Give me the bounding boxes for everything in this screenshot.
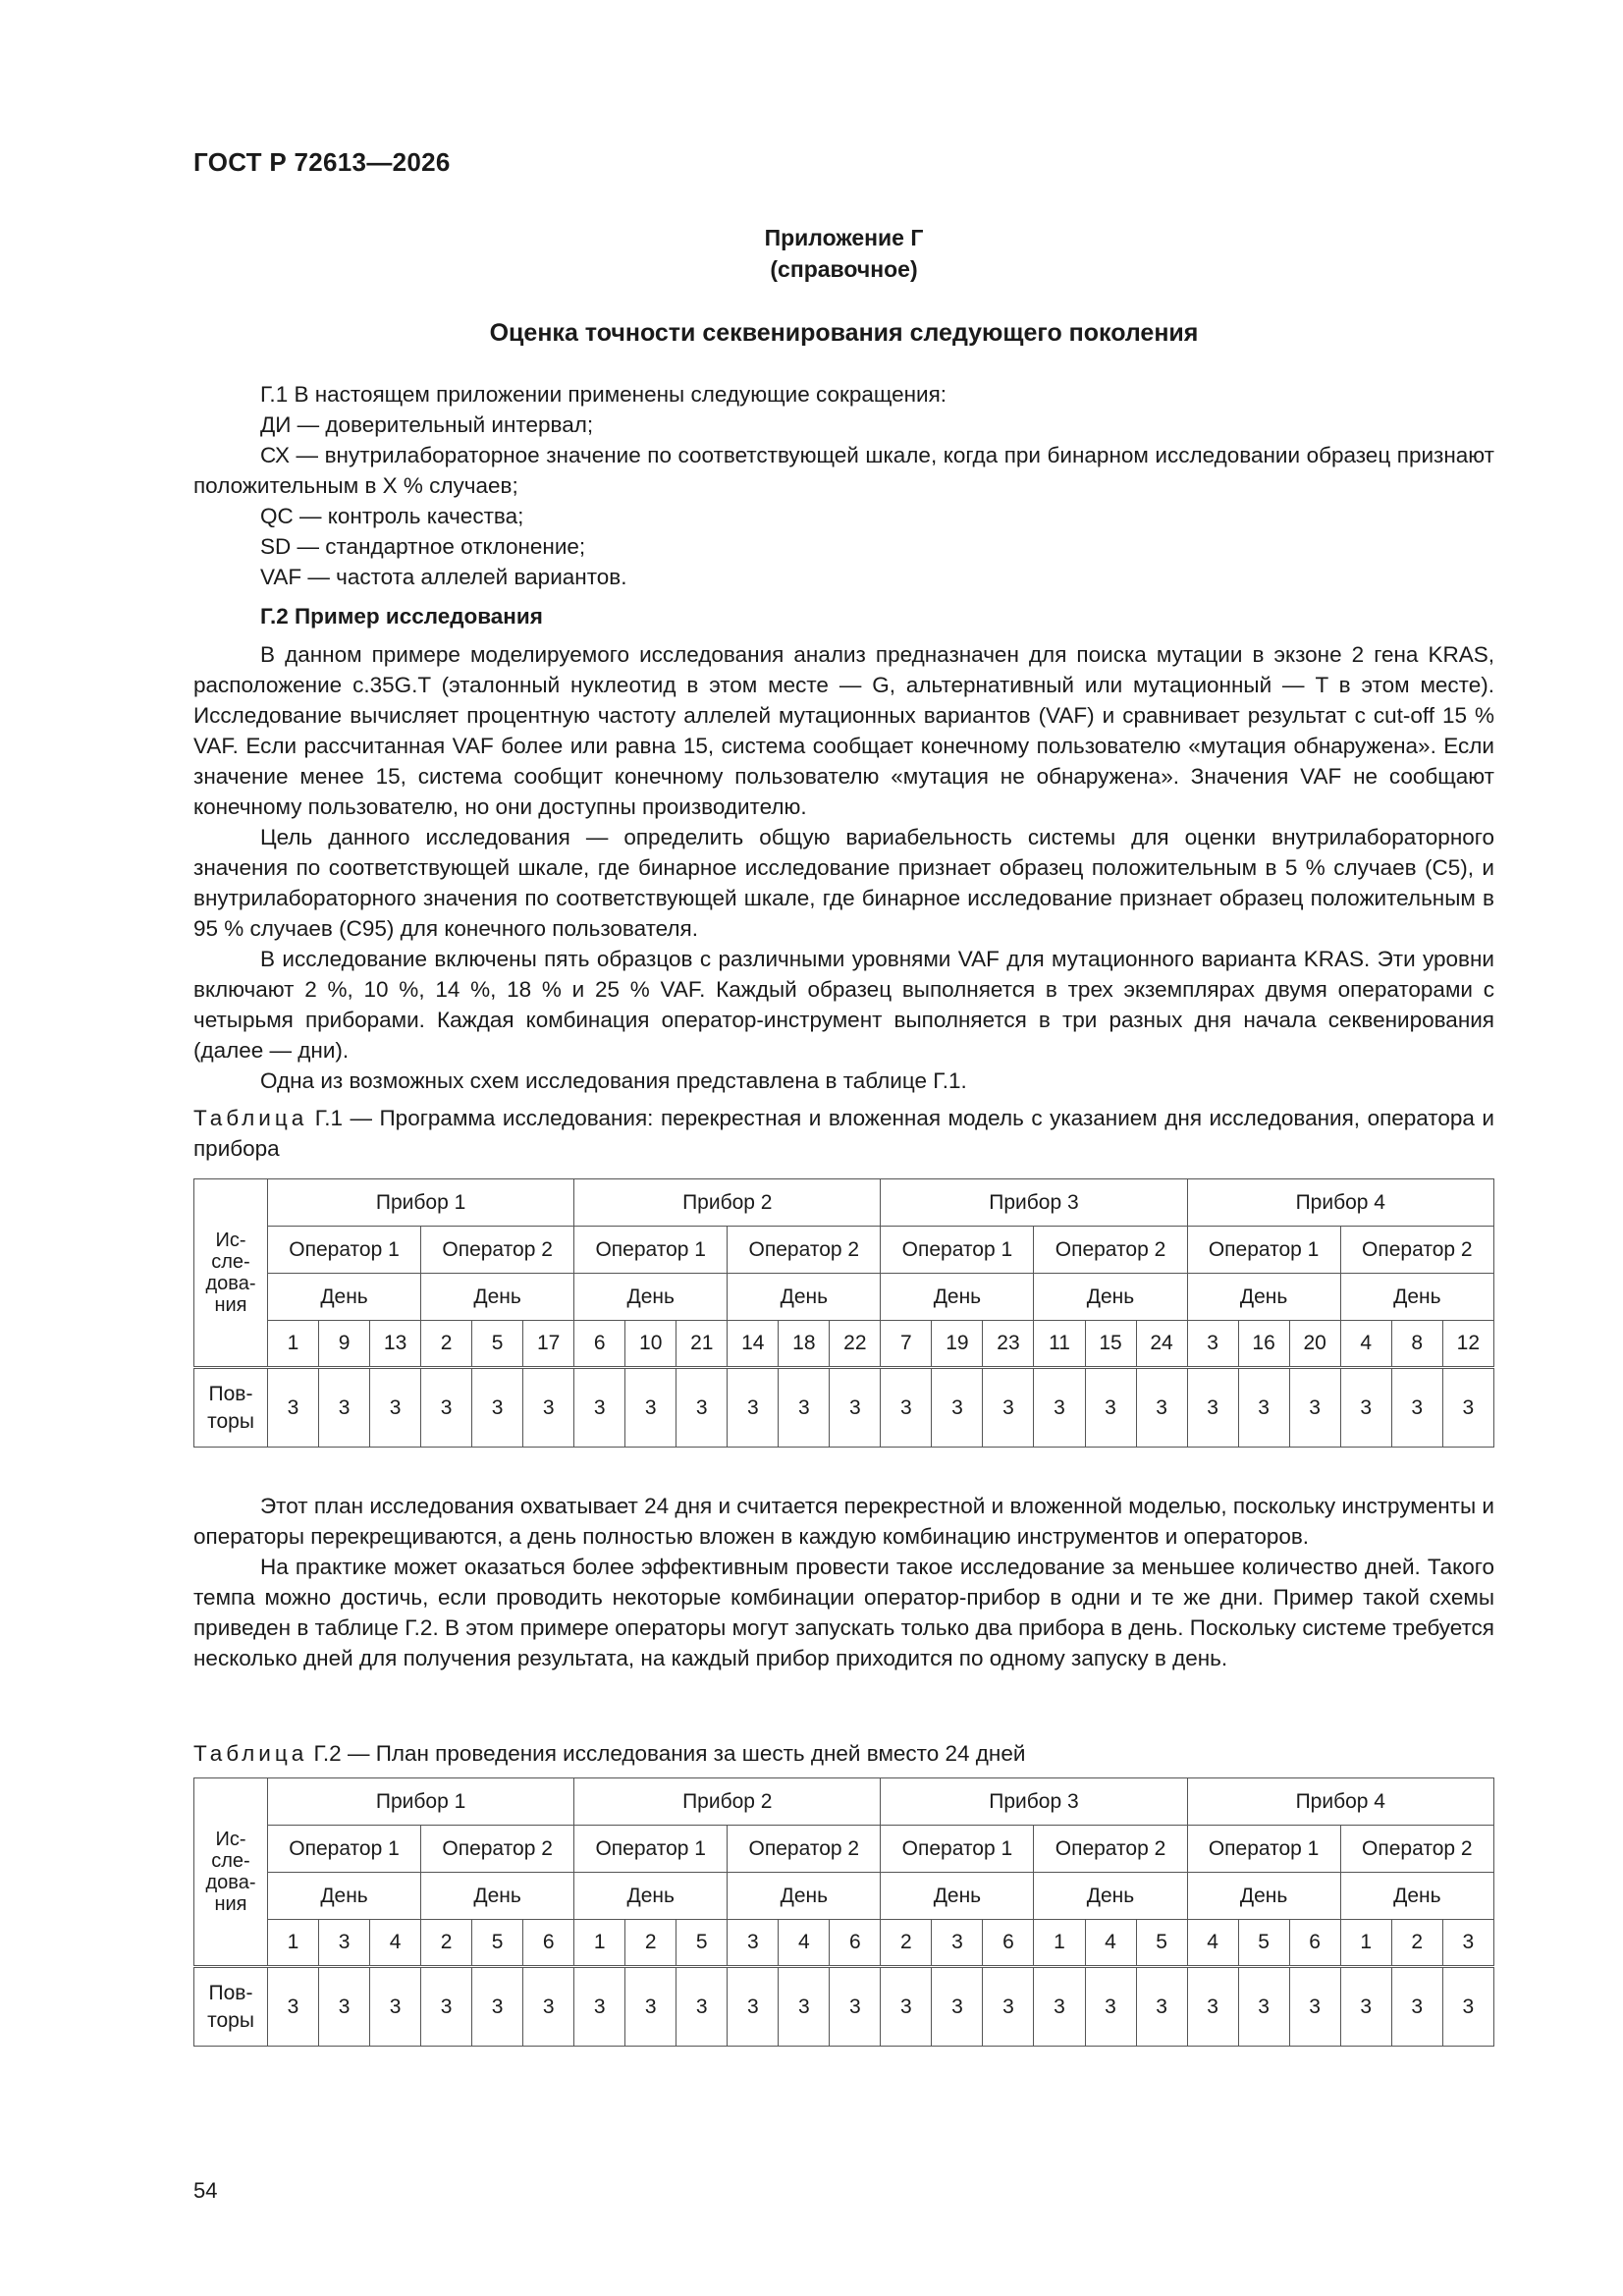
day-label: День [881, 1873, 1034, 1920]
day-cell: 3 [728, 1920, 779, 1967]
section-2-continued [193, 1491, 1494, 1673]
day-label: День [881, 1274, 1034, 1321]
table-corner-label: Ис- сле- дова- ния [194, 1778, 268, 1967]
day-cell: 2 [881, 1920, 932, 1967]
day-cell: 6 [983, 1920, 1034, 1967]
abbr-cx: СХ — внутрилабораторное значение по соответствующей шкале, когда при бинарном исследовании образец признают положительным в X % случаев; [193, 443, 1494, 498]
day-cell: 3 [1187, 1321, 1238, 1368]
repeat-cell: 3 [1136, 1368, 1187, 1448]
repeat-cell: 3 [983, 1368, 1034, 1448]
day-cell: 5 [472, 1920, 523, 1967]
repeat-cell: 3 [1034, 1368, 1085, 1448]
operator-header: Оператор 1 [881, 1826, 1034, 1873]
day-cell: 10 [625, 1321, 676, 1368]
repeat-cell: 3 [1187, 1368, 1238, 1448]
day-label: День [728, 1873, 881, 1920]
paragraph: В исследование включены пять образцов с различными уровнями VAF для мутационного варианта KRAS. Эти уровни включают 2 %, 10 %, 14 %, 18 % и 25 % VAF. Каждый образец выполняется в трех экземплярах двумя операторами с четырьмя приборами. Каждая комбинация оператор-инструмент выполняется в три разных дня начала секвенирования (далее — дни). [193, 947, 1494, 1063]
repeat-cell: 3 [472, 1368, 523, 1448]
day-cell: 7 [881, 1321, 932, 1368]
appendix-subtitle: (справочное) [770, 256, 918, 282]
instrument-header: Прибор 3 [881, 1778, 1187, 1826]
repeat-cell: 3 [1289, 1368, 1340, 1448]
section-2-heading: Г.2 Пример исследования [260, 604, 543, 629]
operator-header: Оператор 1 [1187, 1227, 1340, 1274]
repeat-cell: 3 [1442, 1368, 1493, 1448]
instrument-header: Прибор 3 [881, 1179, 1187, 1227]
table-corner-label: Ис- сле- дова- ния [194, 1179, 268, 1368]
day-cell: 2 [421, 1321, 472, 1368]
repeat-cell: 3 [1289, 1967, 1340, 2047]
repeat-cell: 3 [268, 1967, 319, 2047]
paragraph: Одна из возможных схем исследования представлена в таблице Г.1. [260, 1068, 967, 1093]
repeats-label: Пов- торы [194, 1368, 268, 1448]
operator-header: Оператор 1 [1187, 1826, 1340, 1873]
repeat-cell: 3 [1391, 1967, 1442, 2047]
repeat-cell: 3 [625, 1368, 676, 1448]
day-cell: 18 [779, 1321, 830, 1368]
repeat-cell: 3 [268, 1368, 319, 1448]
operator-header: Оператор 2 [1340, 1227, 1493, 1274]
abbreviations-block [193, 379, 1494, 592]
repeat-cell: 3 [728, 1368, 779, 1448]
repeat-cell: 3 [830, 1967, 881, 2047]
day-label: День [1034, 1274, 1187, 1321]
day-cell: 4 [1340, 1321, 1391, 1368]
repeat-cell: 3 [1187, 1967, 1238, 2047]
day-cell: 9 [319, 1321, 370, 1368]
repeat-cell: 3 [676, 1368, 728, 1448]
day-cell: 1 [1340, 1920, 1391, 1967]
paragraph: Цель данного исследования — определить общую вариабельность системы для оценки внутрилабораторного значения по соответствующей шкале, где бинарное исследование признает образец положительным в 5 % случаев (С5), и внутрилабораторного значения по соответствующей шкале, где бинарное исследование признает образец положительным в 95 % случаев (С95) для конечного пользователя. [193, 825, 1494, 941]
day-label: День [1340, 1274, 1493, 1321]
repeat-cell: 3 [1238, 1368, 1289, 1448]
table-2 [193, 1777, 1494, 2047]
repeat-cell: 3 [779, 1368, 830, 1448]
day-cell: 22 [830, 1321, 881, 1368]
operator-header: Оператор 1 [881, 1227, 1034, 1274]
day-cell: 3 [1442, 1920, 1493, 1967]
day-cell: 1 [268, 1321, 319, 1368]
repeat-cell: 3 [932, 1368, 983, 1448]
repeat-cell: 3 [523, 1368, 574, 1448]
repeat-cell: 3 [881, 1368, 932, 1448]
day-cell: 19 [932, 1321, 983, 1368]
day-cell: 6 [523, 1920, 574, 1967]
repeat-cell: 3 [1136, 1967, 1187, 2047]
day-cell: 13 [370, 1321, 421, 1368]
repeat-cell: 3 [881, 1967, 932, 2047]
repeat-cell: 3 [1085, 1368, 1136, 1448]
page-number: 54 [193, 2178, 218, 2203]
day-cell: 11 [1034, 1321, 1085, 1368]
day-cell: 4 [1187, 1920, 1238, 1967]
repeat-cell: 3 [983, 1967, 1034, 2047]
section-2 [193, 601, 1494, 1096]
instrument-header: Прибор 1 [268, 1778, 574, 1826]
operator-header: Оператор 2 [421, 1227, 574, 1274]
repeat-cell: 3 [1034, 1967, 1085, 2047]
repeat-cell: 3 [728, 1967, 779, 2047]
day-label: День [1187, 1873, 1340, 1920]
day-label: День [1187, 1274, 1340, 1321]
operator-header: Оператор 1 [574, 1227, 728, 1274]
day-cell: 5 [472, 1321, 523, 1368]
day-label: День [574, 1873, 728, 1920]
day-label: День [421, 1274, 574, 1321]
instrument-header: Прибор 2 [574, 1778, 881, 1826]
instrument-header: Прибор 2 [574, 1179, 881, 1227]
day-cell: 8 [1391, 1321, 1442, 1368]
paragraph: Этот план исследования охватывает 24 дня и считается перекрестной и вложенной моделью, поскольку инструменты и операторы перекрещиваются, а день полностью вложен в каждую комбинацию инструментов и операторов. [193, 1494, 1494, 1549]
repeat-cell: 3 [472, 1967, 523, 2047]
table2-caption: Таблица Г.2 — План проведения исследования за шесть дней вместо 24 дней [193, 1741, 1026, 1766]
repeat-cell: 3 [421, 1967, 472, 2047]
operator-header: Оператор 2 [728, 1826, 881, 1873]
main-title: Оценка точности секвенирования следующего поколения [489, 319, 1199, 347]
day-label: День [1340, 1873, 1493, 1920]
repeat-cell: 3 [676, 1967, 728, 2047]
repeat-cell: 3 [1340, 1368, 1391, 1448]
day-cell: 2 [1391, 1920, 1442, 1967]
day-cell: 4 [779, 1920, 830, 1967]
day-cell: 17 [523, 1321, 574, 1368]
operator-header: Оператор 2 [1034, 1826, 1187, 1873]
instrument-header: Прибор 4 [1187, 1778, 1493, 1826]
abbr-di: ДИ — доверительный интервал; [260, 412, 594, 437]
day-cell: 2 [625, 1920, 676, 1967]
operator-header: Оператор 2 [1340, 1826, 1493, 1873]
table1-caption: Таблица Г.1 — Программа исследования: перекрестная и вложенная модель с указанием дня исследования, оператора и прибора [193, 1106, 1494, 1161]
operator-header: Оператор 2 [421, 1826, 574, 1873]
day-cell: 15 [1085, 1321, 1136, 1368]
abbr-sd: SD — стандартное отклонение; [260, 534, 586, 559]
day-cell: 16 [1238, 1321, 1289, 1368]
day-cell: 6 [1289, 1920, 1340, 1967]
repeat-cell: 3 [574, 1368, 625, 1448]
repeat-cell: 3 [932, 1967, 983, 2047]
day-label: День [421, 1873, 574, 1920]
day-cell: 2 [421, 1920, 472, 1967]
instrument-header: Прибор 4 [1187, 1179, 1493, 1227]
day-label: День [574, 1274, 728, 1321]
day-cell: 4 [1085, 1920, 1136, 1967]
repeat-cell: 3 [319, 1967, 370, 2047]
repeat-cell: 3 [574, 1967, 625, 2047]
operator-header: Оператор 1 [574, 1826, 728, 1873]
operator-header: Оператор 2 [728, 1227, 881, 1274]
day-label: День [1034, 1873, 1187, 1920]
operator-header: Оператор 1 [268, 1826, 421, 1873]
paragraph: В данном примере моделируемого исследования анализ предназначен для поиска мутации в экзоне 2 гена KRAS, расположение c.35G.T (эталонный нуклеотид в этом месте — G, альтернативный или мутационный — T в этом месте). Исследование вычисляет процентную частоту аллелей мутационных вариантов (VAF) и сравнивает результат с cut-off 15 % VAF. Если рассчитанная VAF более или равна 15, система сообщает конечному пользователю «мутация обнаружена». Если значение менее 15, система сообщит конечному пользователю «мутация не обнаружена». Значения VAF не сообщают конечному пользователю, но они доступны производителю. [193, 642, 1494, 819]
table-1 [193, 1178, 1494, 1448]
repeat-cell: 3 [1340, 1967, 1391, 2047]
day-cell: 23 [983, 1321, 1034, 1368]
day-cell: 20 [1289, 1321, 1340, 1368]
abbr-qc: QC — контроль качества; [260, 504, 524, 528]
day-cell: 5 [1238, 1920, 1289, 1967]
day-cell: 14 [728, 1321, 779, 1368]
repeat-cell: 3 [830, 1368, 881, 1448]
day-cell: 1 [268, 1920, 319, 1967]
day-cell: 1 [574, 1920, 625, 1967]
day-label: День [728, 1274, 881, 1321]
day-cell: 5 [1136, 1920, 1187, 1967]
day-cell: 12 [1442, 1321, 1493, 1368]
repeat-cell: 3 [1391, 1368, 1442, 1448]
repeats-label: Пов- торы [194, 1967, 268, 2047]
abbr-vaf: VAF — частота аллелей вариантов. [260, 565, 627, 589]
day-cell: 5 [676, 1920, 728, 1967]
repeat-cell: 3 [779, 1967, 830, 2047]
day-cell: 24 [1136, 1321, 1187, 1368]
day-cell: 21 [676, 1321, 728, 1368]
day-cell: 4 [370, 1920, 421, 1967]
repeat-cell: 3 [1085, 1967, 1136, 2047]
repeat-cell: 3 [370, 1967, 421, 2047]
day-cell: 1 [1034, 1920, 1085, 1967]
repeat-cell: 3 [1238, 1967, 1289, 2047]
appendix-title: Приложение Г [764, 225, 924, 250]
repeat-cell: 3 [625, 1967, 676, 2047]
day-cell: 3 [932, 1920, 983, 1967]
repeat-cell: 3 [370, 1368, 421, 1448]
repeat-cell: 3 [319, 1368, 370, 1448]
operator-header: Оператор 1 [268, 1227, 421, 1274]
abbreviations-intro: Г.1 В настоящем приложении применены следующие сокращения: [260, 382, 947, 407]
paragraph: На практике может оказаться более эффективным провести такое исследование за меньшее количество дней. Такого темпа можно достичь, если проводить некоторые комбинации оператор-прибор в одни и те же дни. Пример такой схемы приведен в таблице Г.2. В этом примере операторы могут запускать только два прибора в день. Поскольку системе требуется несколько дней для получения результата, на каждый прибор приходится по одному запуску в день. [193, 1555, 1494, 1670]
day-cell: 3 [319, 1920, 370, 1967]
repeat-cell: 3 [1442, 1967, 1493, 2047]
document-header: ГОСТ Р 72613—2026 [193, 147, 451, 177]
repeat-cell: 3 [421, 1368, 472, 1448]
day-cell: 6 [830, 1920, 881, 1967]
day-cell: 6 [574, 1321, 625, 1368]
instrument-header: Прибор 1 [268, 1179, 574, 1227]
day-label: День [268, 1274, 421, 1321]
operator-header: Оператор 2 [1034, 1227, 1187, 1274]
day-label: День [268, 1873, 421, 1920]
repeat-cell: 3 [523, 1967, 574, 2047]
